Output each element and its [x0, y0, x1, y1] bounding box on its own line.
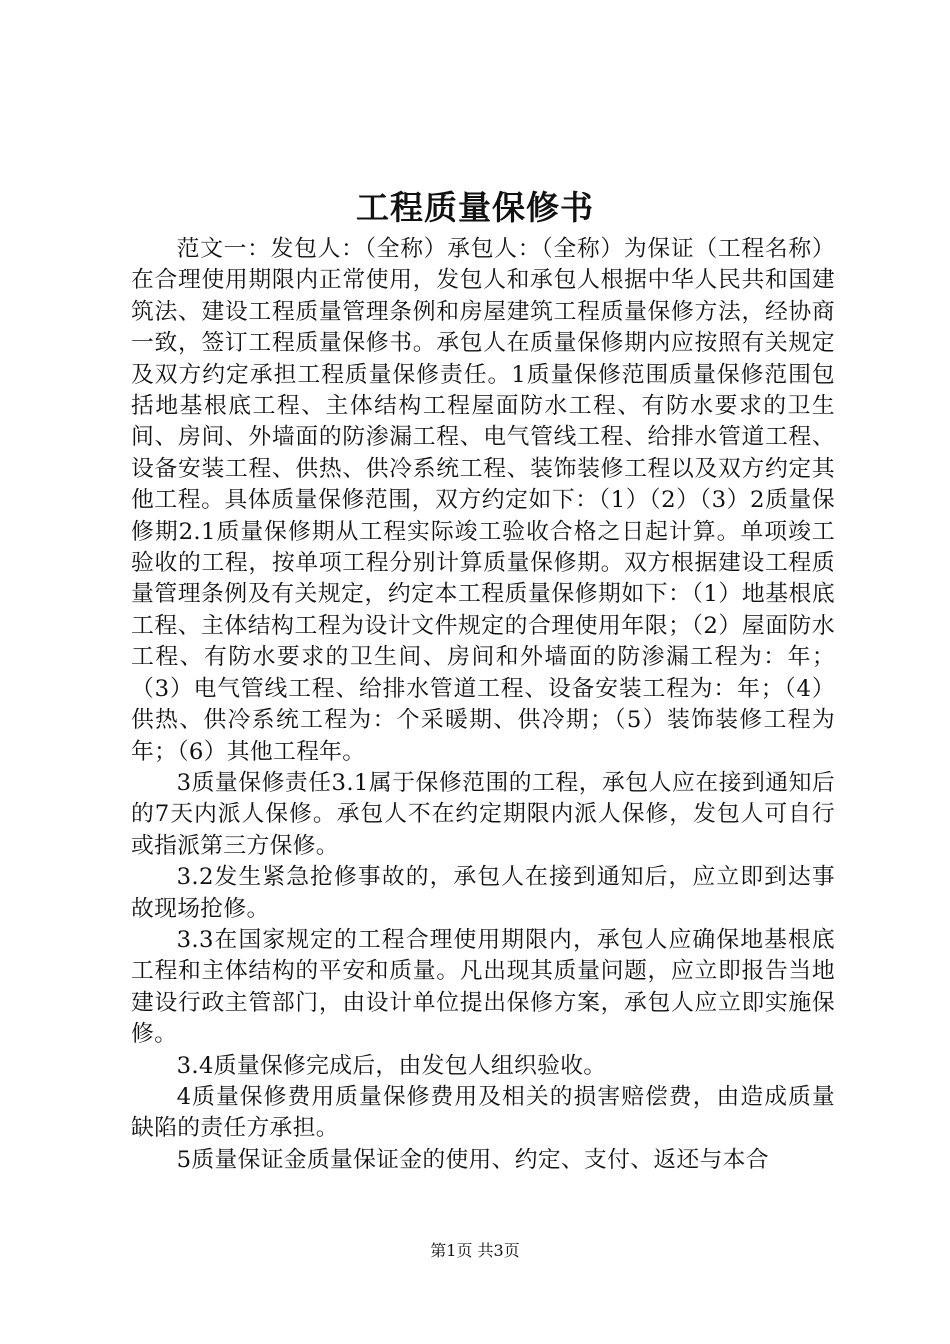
paragraph: 3质量保修责任3.1属于保修范围的工程，承包人应在接到通知后的7天内派人保修。承包人不在约定期限内派人保修，发包人可自行或指派第三方保修。	[131, 769, 835, 859]
document-body	[131, 234, 835, 1176]
document-title: 工程质量保修书	[356, 188, 594, 227]
paragraph: 3.4质量保修完成后，由发包人组织验收。	[176, 1052, 607, 1079]
paragraph: 范文一：发包人：（全称）承包人：（全称）为保证（工程名称）在合理使用期限内正常使用，发包人和承包人根据中华人民共和国建筑法、建设工程质量管理条例和房屋建筑工程质量保修方法，经协商一致，签订工程质量保修书。承包人在质量保修期内应按照有关规定及双方约定承担工程质量保修责任。1质量保修范围质量保修范围包括地基根底工程、主体结构工程屋面防水工程、有防水要求的卫生间、房间、外墙面的防渗漏工程、电气管线工程、给排水管道工程、设备安装工程、供热、供冷系统工程、装饰装修工程以及双方约定其他工程。具体质量保修范围，双方约定如下：（1）（2）（3）2质量保修期2.1质量保修期从工程实际竣工验收合格之日起计算。单项竣工验收的工程，按单项工程分别计算质量保修期。双方根据建设工程质量管理条例及有关规定，约定本工程质量保修期如下：（1）地基根底工程、主体结构工程为设计文件规定的合理使用年限；（2）屋面防水工程、有防水要求的卫生间、房间和外墙面的防渗漏工程为：年；（3）电气管线工程、给排水管道工程、设备安装工程为：年；（4）供热、供冷系统工程为：个采暖期、供冷期；（5）装饰装修工程为年；（6）其他工程年。	[131, 236, 835, 765]
page-footer: 第1页 共3页	[430, 1241, 520, 1260]
paragraph: 3.2发生紧急抢修事故的，承包人在接到通知后，应立即到达事故现场抢修。	[131, 864, 835, 922]
paragraph: 3.3在国家规定的工程合理使用期限内，承包人应确保地基根底工程和主体结构的平安和质量。凡出现其质量问题，应立即报告当地建设行政主管部门，由设计单位提出保修方案，承包人应立即实施保修。	[131, 926, 835, 1048]
paragraph: 4质量保修费用质量保修费用及相关的损害赔偿费，由造成质量缺陷的责任方承担。	[131, 1083, 835, 1142]
paragraph: 5质量保证金质量保证金的使用、约定、支付、返还与本合	[176, 1146, 769, 1173]
